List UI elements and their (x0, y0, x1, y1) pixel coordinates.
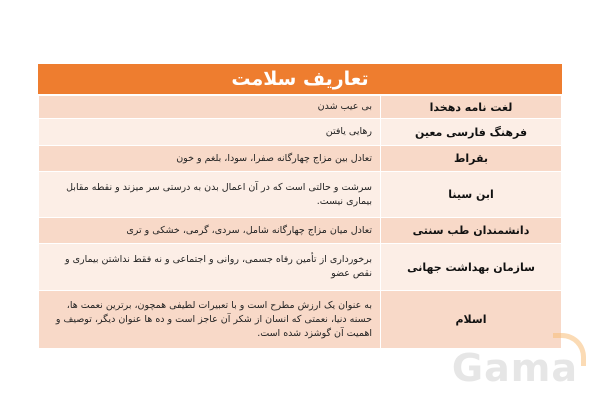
row-source: سازمان بهداشت جهانی (381, 244, 562, 291)
table-row (39, 119, 562, 146)
row-definition: تعادل بین مزاج چهارگانه صفرا، سودا، بلغم و خون (39, 146, 381, 172)
row-source: ابن سینا (381, 172, 562, 218)
table-row (39, 291, 562, 349)
row-source: لغت نامه دهخدا (381, 96, 562, 119)
row-source: بقراط (381, 146, 562, 172)
row-source: فرهنگ فارسی معین (381, 119, 562, 146)
table-row (39, 172, 562, 218)
table-row (39, 218, 562, 244)
table-row (39, 146, 562, 172)
watermark-logo: Gama (451, 346, 578, 390)
row-definition: رهایی یافتن (39, 119, 381, 146)
table-row (39, 244, 562, 291)
row-source: اسلام (381, 291, 562, 349)
row-definition: سرشت و حالتی است که در آن اعمال بدن به درستی سر میزند و نقطه مقابل بیماری نیست. (39, 172, 381, 218)
row-definition: تعادل میان مزاج چهارگانه شامل، سردی، گرمی، خشکی و تری (39, 218, 381, 244)
table-title: تعاریف سلامت (38, 64, 562, 95)
row-definition: برخورداری از تأمین رفاه جسمی، روانی و اجتماعی و نه فقط نداشتن بیماری و نقص عضو (39, 244, 381, 291)
definitions-table (38, 64, 562, 349)
row-definition: بی عیب شدن (39, 96, 381, 119)
row-source: دانشمندان طب سنتی (381, 218, 562, 244)
row-definition: به عنوان یک ارزش مطرح است و با تعبیرات لطیفی همچون، برترین نعمت ها، حسنه دنیا، نعمتی که انسان از شکر آن عاجز است و ده ها عنوان دیگر، توصیف و اهمیت آن گوشزد شده است. (39, 291, 381, 349)
table-row (39, 96, 562, 119)
